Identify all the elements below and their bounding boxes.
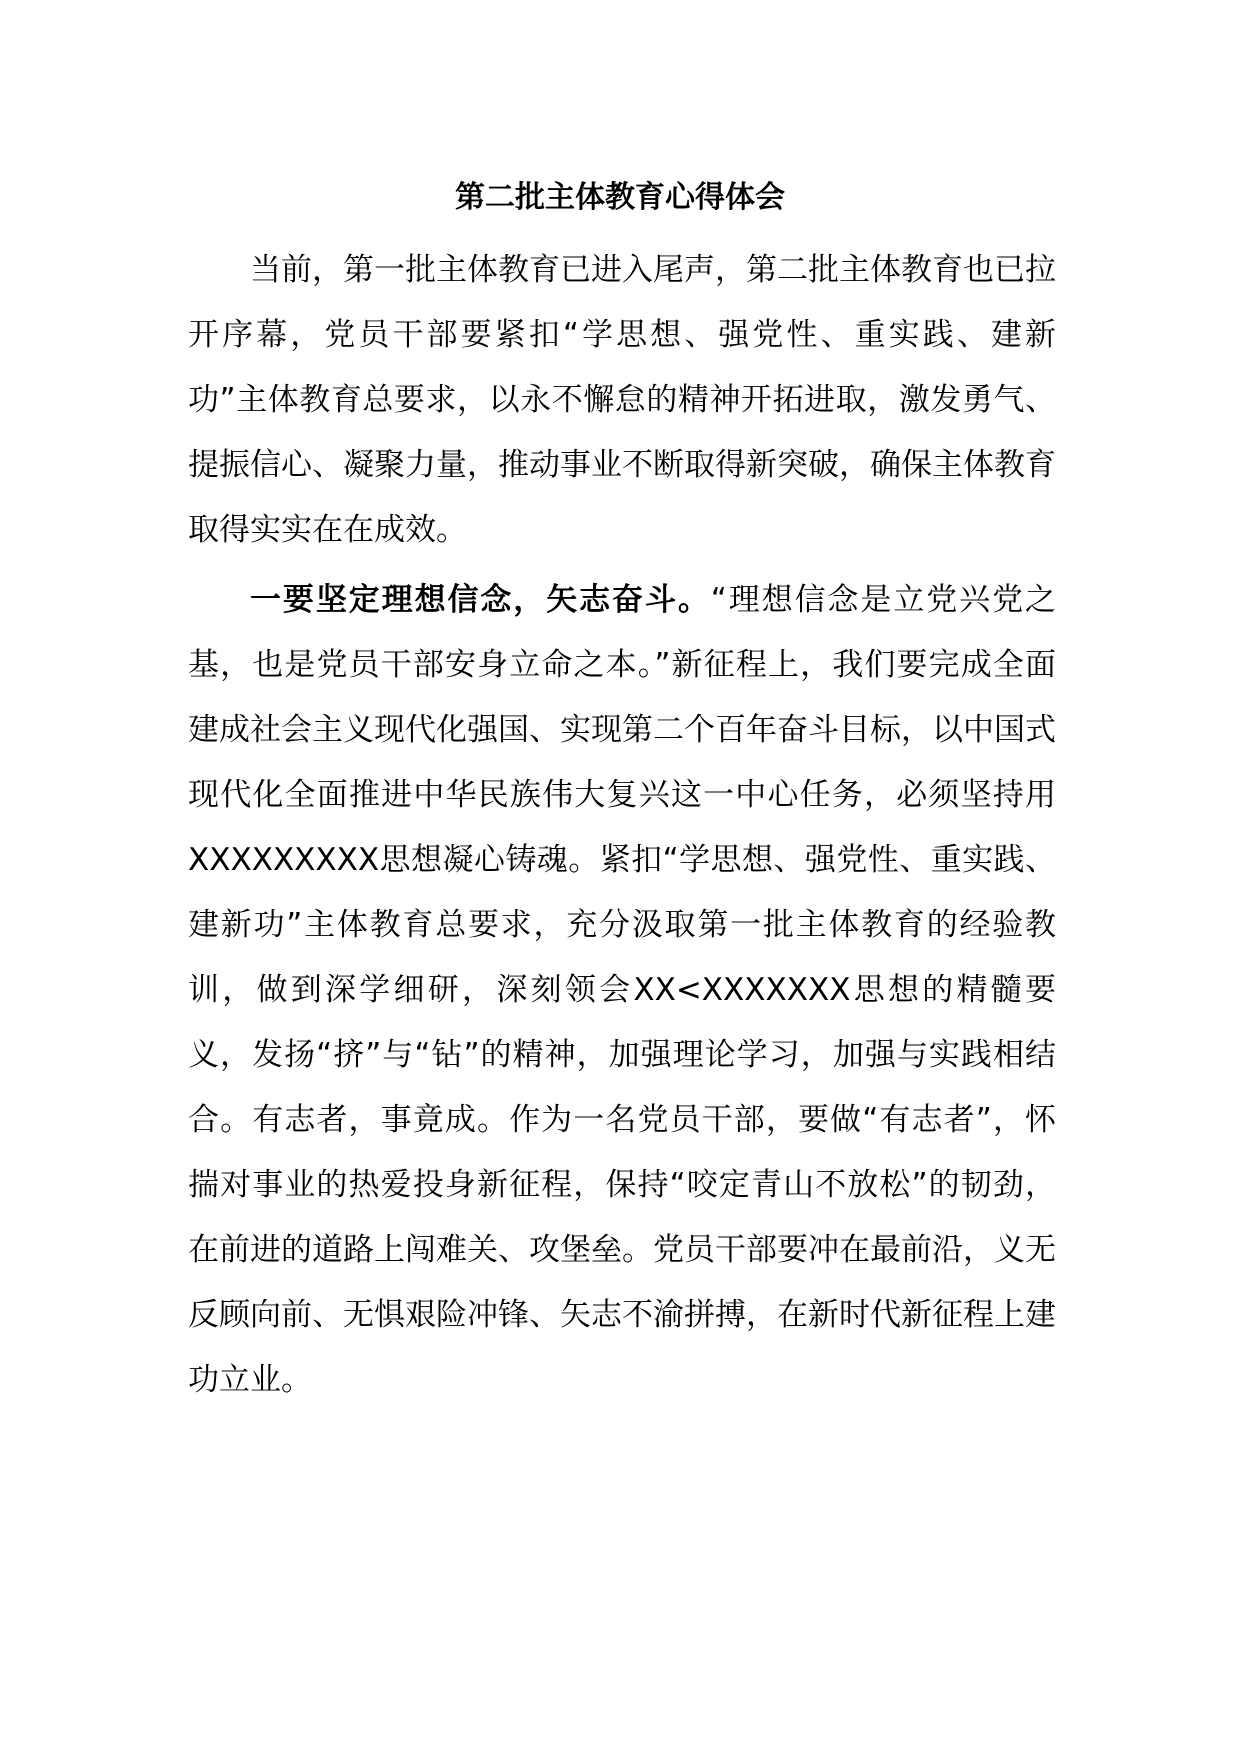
paragraph-1 [188,238,1056,563]
document-title: 第二批主体教育心得体会 [455,180,785,215]
paragraph-2-lead: 一要坚定理想信念，矢志奋斗。 [250,582,711,618]
paragraph-2-text: “理想信念是立党兴党之基，也是党员干部安身立命之本。”新征程上，我们要完成全面建成社会主义现代化强国、实现第二个百年奋斗目标，以中国式现代化全面推进中华民族伟大复兴这一中心任务，必须坚持用XXXXXXXXX思想凝心铸魂。紧扣“学思想、强党性、重实践、建新功”主体教育总要求，充分汲取第一批主体教育的经验教训，做到深学细研，深刻领会XX<XXXXXXX思想的精髓要义，发扬“挤”与“钻”的精神，加强理论学习，加强与实践相结合。有志者，事竟成。作为一名党员干部，要做“有志者”，怀揣对事业的热爱投身新征程，保持“咬定青山不放松”的韧劲，在前进的道路上闯难关、攻堡垒。党员干部要冲在最前沿，义无反顾向前、无惧艰险冲锋、矢志不渝拼搏，在新时代新征程上建功立业。 [188,582,1056,1398]
paragraph-1-text: 当前，第一批主体教育已进入尾声，第二批主体教育也已拉开序幕，党员干部要紧扣“学思想、强党性、重实践、建新功”主体教育总要求，以永不懈怠的精神开拓进取，激发勇气、提振信心、凝聚力量，推动事业不断取得新突破，确保主体教育取得实实在在成效。 [188,252,1056,548]
paragraph-2 [188,568,1056,1413]
